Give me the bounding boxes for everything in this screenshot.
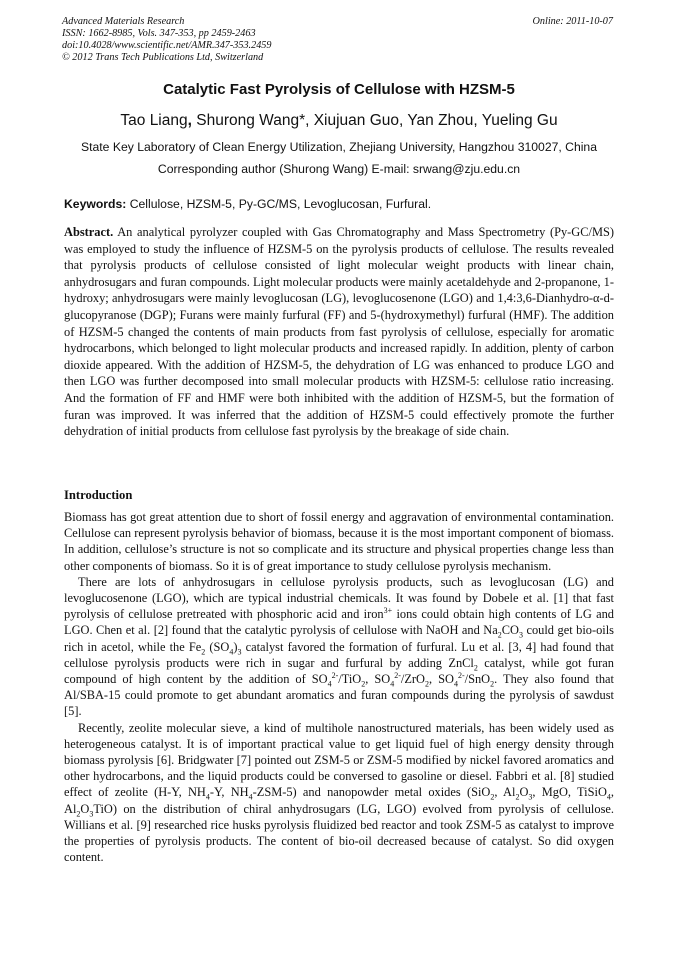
keywords	[64, 197, 431, 211]
intro-paragraph-2: There are lots of anhydrosugars in cellulose pyrolysis products, such as levoglucosan (LG) and levoglucosenone (LGO), which are typical industrial chemicals. It was found by Dobele et al. [1] that fast pyrolysis of cellulose pretreated with phosphoric acid and iron$^{3+}$ ions could obtain high contents of LG and LGO. Chen et al. [2] found that the catalytic pyrolysis of cellulose with NaOH and $Na_2CO_3$ could get bio-oils rich in acetol, while the $Fe_2$ $(SO_4)_3$ catalyst favored the formation of furfural. Lu et al. [3, 4] had found that cellulose pyrolysis products were rich in sugar and furfural by adding ZnCl$_2$ catalyst, while got furan compound of high content by the addition of $SO_4^{2-}/TiO_2$, $SO_4^{2-}/ZrO_2$, $SO_4^{2-}/SnO_2$. They also found that Al/SBA-15 could promote to get abundant aromatics and furan compounds during the pyrolysis of sawdust [5].	[64, 574, 614, 719]
paper-title: Catalytic Fast Pyrolysis of Cellulose with HZSM-5	[163, 81, 515, 98]
first-author: Tao Liang	[120, 112, 188, 129]
introduction-body	[64, 509, 614, 865]
copyright-line: © 2012 Trans Tech Publications Ltd, Switzerland	[62, 52, 264, 63]
journal-name: Advanced Materials Research	[62, 16, 185, 27]
keywords-text: Cellulose, HZSM-5, Py-GC/MS, Levoglucosan, Furfural.	[126, 197, 432, 211]
other-authors: Shurong Wang*, Xiujuan Guo, Yan Zhou, Yueling Gu	[191, 112, 558, 129]
doi-line: doi:10.4028/www.scientific.net/AMR.347-353.2459	[62, 40, 272, 51]
affiliation: State Key Laboratory of Clean Energy Utilization, Zhejiang University, Hangzhou 310027, China	[80, 140, 597, 154]
intro-paragraph-1: Biomass has got great attention due to short of fossil energy and aggravation of environmental contamination. Cellulose can represent pyrolysis behavior of biomass, because it is the most important component of biomass. In addition, cellulose’s structure is not so complicate and its structure and physical properties change less than other components of biomass. So it is of great importance to study cellulose pyrolysis mechanism.	[64, 510, 614, 573]
journal-header	[62, 16, 271, 64]
section-heading-introduction: Introduction	[64, 488, 133, 502]
keywords-label: Keywords:	[64, 197, 127, 211]
online-date: Online: 2011-10-07	[532, 16, 613, 27]
author-separator: ,	[187, 112, 192, 129]
abstract-text: An analytical pyrolyzer coupled with Gas Chromatography and Mass Spectrometry (Py-GC/MS) was employed to study the influence of HZSM-5 on the pyrolysis products of cellulose. The results revealed that pyrolysis products of cellulose consisted of light molecular weight products with linear chain, anhydrosugars and furan compounds. Light molecular products were mainly acetaldehyde and 2-propanone, 1-hydroxy; anhydrosugars were mainly levoglucosan (LG), levoglucosenone (LGO) and 1,4:3,6-Dianhydro-α-d-glucopyranose (DGP); Furans were mainly furfural (FF) and 5-(hydroxymethyl) furfural (HMF). The addition of HZSM-5 changed the contents of main products from fast pyrolysis of cellulose, especially for aromatic hydrocarbons, which belonged to light molecular products and increased rapidly. In addition, plenty of carbon dioxide appeared. With the addition of HZSM-5, the dehydration of LG was enhanced to produce LGO and then LGO was further decomposed into small molecular products with HZSM-5: cellulose ratio increasing. And the formation of FF and HMF were both inhibited with the addition of HZSM-5, but the formation of furan was improved. It was inferred that the addition of HZSM-5 could effectively promote the further dehydration of initial products from cellulose fast pyrolysis by the breakage of side chain.	[64, 225, 614, 439]
issn-line: ISSN: 1662-8985, Vols. 347-353, pp 2459-2463	[62, 28, 256, 39]
abstract-label: Abstract.	[64, 225, 114, 239]
author-list	[0, 112, 678, 130]
intro-paragraph-3: Recently, zeolite molecular sieve, a kind of multihole nanostructured materials, has been widely used as heterogeneous catalyst. It is of important practical value to get liquid fuel of high energy density through biomass pyrolysis [6]. Bridgwater [7] pointed out ZSM-5 or ZSM-5 modified by nickel favored aromatics and other hydrocarbons, and the liquid products could be conversed to gasoline or diesel. Fabbri et al. [8] studied effect of zeolite (H-Y, $NH_4-Y$, $NH_4-ZSM-5$) and nanopowder metal oxides (SiO$_2$, $Al_2O_3$, MgO, TiSiO$_4$, $Al_2O_3TiO$) on the distribution of chiral anhydrosugars (LG, LGO) evolved from pyrolysis of cellulose. Willians et al. [9] researched rice husks pyrolysis fluidized bed reactor and took ZSM-5 as catalyst to improve the properties of pyrolysis products. The content of bio-oil decreased because of catalyst. So did oxygen content.	[64, 720, 614, 865]
abstract	[64, 224, 614, 440]
corresponding-author: Corresponding author (Shurong Wang) E-mail: srwang@zju.edu.cn	[157, 162, 521, 176]
